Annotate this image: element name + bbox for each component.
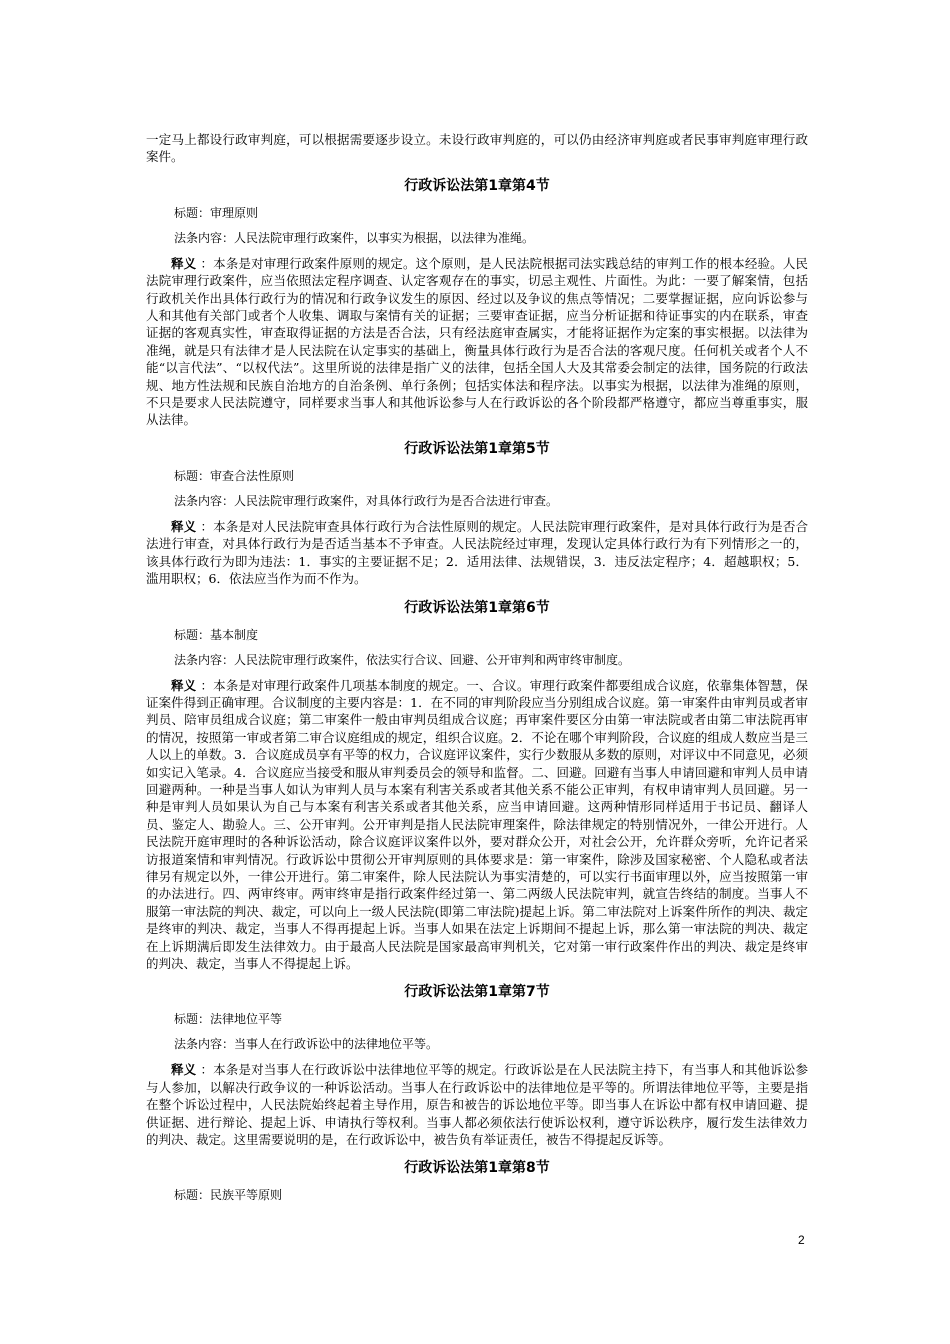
section-content-line (174, 652, 808, 669)
page-number: 2 (798, 1233, 805, 1247)
section-title: 法律地位平等 (210, 1012, 283, 1027)
section-8 (146, 1159, 808, 1204)
explain-label: 释义 (171, 677, 197, 693)
title-label: 标题： (174, 1188, 211, 1203)
section-title-line (174, 627, 808, 644)
content-label: 法条内容： (174, 230, 235, 245)
section-7 (146, 983, 808, 1148)
explain-label: 释义 (171, 255, 197, 271)
section-heading: 行政诉讼法第1章第7节 (404, 984, 550, 1001)
content-label: 法条内容： (174, 652, 235, 667)
section-title-line (174, 1011, 808, 1028)
intro-paragraph: 一定马上都设行政审判庭，可以根据需要逐步设立。未设行政审判庭的，可以仍由经济审判庭或者民事审判庭审理行政案件。 (146, 132, 808, 165)
section-heading: 行政诉讼法第1章第6节 (404, 599, 550, 616)
section-content-line (174, 493, 808, 510)
section-title-line (174, 205, 808, 222)
section-content: 人民法院审理行政案件，以事实为根据，以法律为准绳。 (234, 230, 535, 245)
section-content-line (174, 230, 808, 247)
section-title: 审理原则 (210, 205, 259, 220)
content-label: 法条内容： (174, 1037, 235, 1052)
section-explanation (146, 1061, 808, 1148)
section-content-line (174, 1036, 808, 1053)
section-explanation (146, 518, 808, 588)
explain-text: ：本条是对审理行政案件原则的规定。这个原则，是人民法院根据司法实践总结的审判工作的根本经验。人民法院审理行政案件，应当依照法定程序调查、认定客观存在的事实，切忌主观性、片面性。为此：一要了解案情，包括行政机关作出具体行政行为的情况和行政争议发生的原因、经过以及争议的焦点等情况；二要掌握证据，应向诉讼参与人和其他有关部门或者个人收集、调取与案情有关的证据；三要审查证据，应当分析证据和待证事实的内在联系，审查证据的客观真实性，审查取得证据的方法是否合法，只有经法庭审查属实，才能将证据作为定案的事实根据。以法律为准绳，就是只有法律才是人民法院在认定事实的基础上，衡量具体行政行为是否合法的客观尺度。任何机关或者个人不能“以言代法”、“以权代法”。这里所说的法律是指广义的法律，包括全国人大及其常委会制定的法律，国务院的行政法规、地方性法规和民族自治地方的自治条例、单行条例；包括实体法和程序法。以事实为根据，以法律为准绳的原则，不只是要求人民法院遵守，同样要求当事人和其他诉讼参与人在行政诉讼的各个阶段都严格遵守，都应当尊重事实，服从法律。 (146, 255, 808, 428)
title-label: 标题： (174, 205, 211, 220)
explain-label: 释义 (171, 1062, 197, 1078)
section-title-line (174, 468, 808, 485)
section-content: 人民法院审理行政案件，对具体行政行为是否合法进行审查。 (234, 493, 559, 508)
content-label: 法条内容： (174, 493, 235, 508)
title-label: 标题： (174, 468, 211, 483)
section-title: 民族平等原则 (210, 1188, 283, 1203)
explain-text: ：本条是对当事人在行政诉讼中法律地位平等的规定。行政诉讼是在人民法院主持下，有当事人和其他诉讼参与人参加，以解决行政争议的一种诉讼活动。当事人在行政诉讼中的法律地位是平等的。所谓法律地位平等，主要是指在整个诉讼过程中，人民法院始终起着主导作用，原告和被告的诉讼地位平等。即当事人在诉讼中都有权申请回避、提供证据、进行辩论、提起上诉、申请执行等权利。当事人都必须依法行使诉讼权利，遵守诉讼秩序，履行发生法律效力的判决、裁定。这里需要说明的是，在行政诉讼中，被告负有举证责任，被告不得提起反诉等。 (146, 1062, 808, 1148)
section-5 (146, 440, 808, 588)
section-title: 基本制度 (210, 627, 259, 642)
section-content: 当事人在行政诉讼中的法律地位平等。 (234, 1037, 439, 1052)
section-6 (146, 599, 808, 973)
section-heading: 行政诉讼法第1章第4节 (404, 177, 550, 194)
section-explanation (146, 255, 808, 429)
title-label: 标题： (174, 627, 211, 642)
section-explanation (146, 677, 808, 973)
section-title: 审查合法性原则 (210, 468, 295, 483)
section-4 (146, 177, 808, 429)
explain-text: ：本条是对审理行政案件几项基本制度的规定。一、合议。审理行政案件都要组成合议庭，依靠集体智慧，保证案件得到正确审理。合议制度的主要内容是：1．在不同的审判阶段应当分别组成合议庭。第一审案件由审判员或者审判员、陪审员组成合议庭；第二审案件一般由审判员组成合议庭；再审案件要区分由第一审法院或者由第二审法院再审的情况，按照第一审或者第二审合议庭组成的规定，组织合议庭。2．不论在哪个审判阶段，合议庭的组成人数应当是三人以上的单数。3．合议庭成员享有平等的权力，合议庭评议案件，实行少数服从多数的原则，对评议中不同意见，必须如实记入笔录。4．合议庭应当接受和服从审判委员会的领导和监督。二、回避。回避有当事人申请回避和审判人员申请回避两种。一种是当事人如认为审判人员与本案有利害关系或者其他关系不能公正审判，有权申请审判人员回避。另一种是审判人员如果认为自己与本案有利害关系或者其他关系，应当申请回避。这两种情形同样适用于书记员、翻译人员、鉴定人、勘验人。三、公开审判。公开审判是指人民法院审理案件，除法律规定的特别情况外，一律公开进行。人民法院开庭审理时的各种诉讼活动，除合议庭评议案件以外，要对群众公开，对社会公开，允许群众旁听，允许记者采访报道案情和审判情况。行政诉讼中贯彻公开审判原则的具体要求是：第一审案件，除涉及国家秘密、个人隐私或者法律另有规定以外，一律公开进行。第二审案件，除人民法院认为事实清楚的，可以实行书面审理以外，应当按照第一审的办法进行。四、两审终审。两审终审是指行政案件经过第一、第二两级人民法院审判，就宣告终结的制度。当事人不服第一审法院的判决、裁定，可以向上一级人民法院(即第二审法院)提起上诉。第二审法院对上诉案件所作的判决、裁定是终审的判决、裁定，当事人不得再提起上诉。当事人如果在法定上诉期间不提起上诉，那么第一审法院的判决、裁定在上诉期满后即发生法律效力。由于最高人民法院是国家最高审判机关，它对第一审行政案件作出的判决、裁定是终审的判决、裁定，当事人不得提起上诉。 (146, 677, 808, 971)
title-label: 标题： (174, 1012, 211, 1027)
explain-label: 释义 (171, 518, 197, 534)
section-heading: 行政诉讼法第1章第5节 (404, 440, 550, 457)
section-heading: 行政诉讼法第1章第8节 (404, 1160, 550, 1177)
document-body (146, 131, 808, 1212)
section-title-line (174, 1187, 808, 1204)
section-content: 人民法院审理行政案件，依法实行合议、回避、公开审判和两审终审制度。 (234, 652, 631, 667)
explain-text: ：本条是对人民法院审查具体行政行为合法性原则的规定。人民法院审理行政案件，是对具体行政行为是否合法进行审查，对具体行政行为是否适当基本不予审查。人民法院经过审理，发现认定具体行政行为有下列情形之一的，该具体行政行为即为违法：1．事实的主要证据不足；2．适用法律、法规错误，3．违反法定程序；4．超越职权；5．滥用职权；6．依法应当作为而不作为。 (146, 518, 808, 587)
